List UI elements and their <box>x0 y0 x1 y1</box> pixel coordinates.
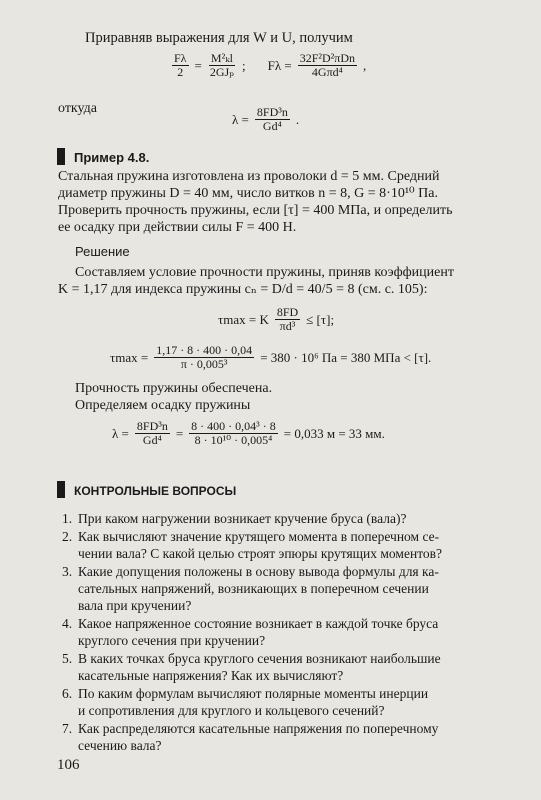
solution-line: Составляем условие прочности пружины, приняв коэффициент <box>75 265 454 280</box>
question-number: 1. <box>62 511 73 526</box>
question-line: сечению вала? <box>78 738 162 753</box>
question-number: 7. <box>62 721 73 736</box>
question-number: 4. <box>62 616 73 631</box>
settlement-line: Определяем осадку пружины <box>75 398 251 413</box>
question-line: По каким формулам вычисляют полярные моменты инерции <box>78 686 429 701</box>
question-line: Какие допущения положены в основу вывода формулы для ка- <box>78 564 439 579</box>
intro-equation-3: λ = $\frac{\text{8FD³n}}{\text{Gd⁴}}$ . <box>232 105 300 133</box>
question-line: В каких точках бруса круглого сечения возникают наибольшие <box>78 651 441 666</box>
question-line: Какое напряженное состояние возникает в каждой точке бруса <box>78 616 439 631</box>
question-line: вала при кручении? <box>78 598 192 613</box>
question-number: 3. <box>62 564 73 579</box>
question-number: 5. <box>62 651 73 666</box>
example-line: Проверить прочность пружины, если [τ] = 400 МПа, и определить <box>58 203 453 218</box>
control-title: КОНТРОЛЬНЫЕ ВОПРОСЫ <box>74 484 237 498</box>
question-line: чении вала? С какой целью строят эпюры крутящих моментов? <box>78 546 443 561</box>
example-line: ее осадку при действии силы F = 400 Н. <box>58 220 297 235</box>
settlement-calculation: λ = $\frac{\text{8FD³n}}{\text{Gd⁴}}$ = $\frac{\text{8 · 400 · 0,04³ · 8}}{\text{8 · 10¹⁰ · 0,005⁴}}$ = 0,033 м = 33 мм. <box>112 419 385 447</box>
tau-calculation: τmax = $\frac{1,17 \cdot 8 \cdot 400 \cdot 0,04}{\text{π · 0,005³}}$ = 380 · 10⁶ Па = 380 МПа < [τ]. <box>110 343 432 371</box>
example-line: диаметр пружины D = 40 мм, число витков n = 8, G = 8·10¹⁰ Па. <box>58 186 438 201</box>
solution-line: K = 1,17 для индекса пружины cₙ = D/d = 40/5 = 8 (см. с. 105): <box>58 282 428 297</box>
question-number: 6. <box>62 686 73 701</box>
whence-word: откуда <box>58 101 97 116</box>
intro-equation-1: $\frac{F\lambda}{2}$ = $\frac{\text{M²ₖl}}{\text{2GJₚ}}$ ; Fλ = $\frac{\text{32F²D²πDn}}{\text{4Gπd⁴}}$ , <box>174 51 367 79</box>
question-line: круглого сечения при кручении? <box>78 633 266 648</box>
question-line: и сопротивления для круглого и кольцевого сечений? <box>78 703 385 718</box>
control-marker-bar <box>57 481 65 498</box>
strength-conclusion: Прочность пружины обеспечена. <box>75 381 273 396</box>
question-line: сательных напряжений, возникающих в поперечном сечении <box>78 581 429 596</box>
question-line: Как вычисляют значение крутящего момента в поперечном се- <box>78 529 440 544</box>
page-number: 106 <box>57 757 80 773</box>
example-title: Пример 4.8. <box>74 150 150 165</box>
solution-label: Решение <box>75 244 130 259</box>
question-line: Как распределяются касательные напряжения по поперечному <box>78 721 439 736</box>
tau-formula: τmax = K $\frac{8FD}{\text{πd³}}$ ≤ [τ]; <box>218 305 335 333</box>
question-line: касательные напряжения? Как их вычисляют? <box>78 668 344 683</box>
question-number: 2. <box>62 529 73 544</box>
intro-line: Приравняв выражения для W и U, получим <box>85 30 353 46</box>
example-line: Стальная пружина изготовлена из проволоки d = 5 мм. Средний <box>58 169 440 184</box>
question-line: При каком нагружении возникает кручение бруса (вала)? <box>78 511 407 526</box>
example-marker-bar <box>57 148 65 165</box>
